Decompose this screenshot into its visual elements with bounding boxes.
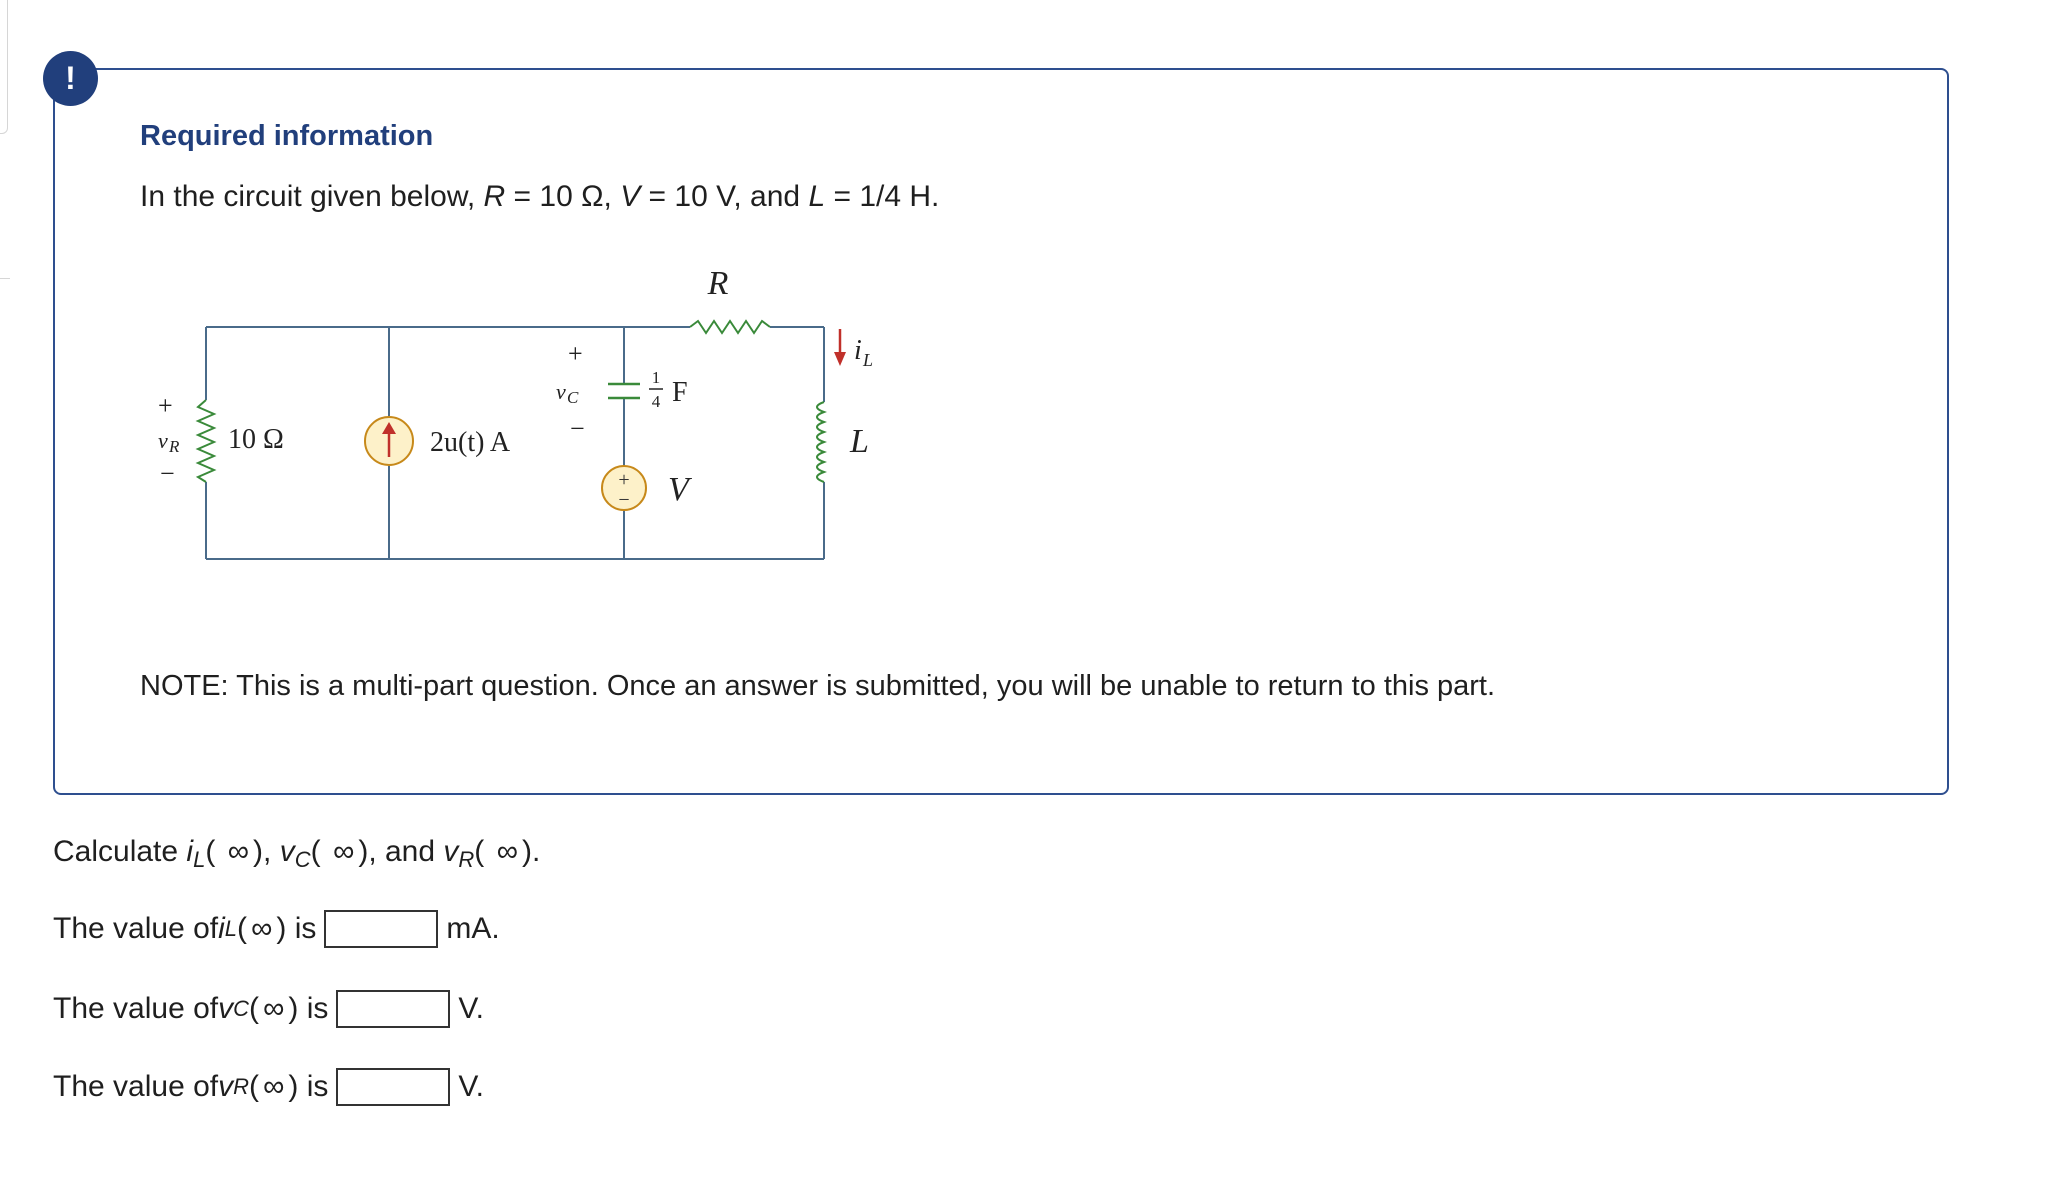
calc-prefix: Calculate bbox=[53, 835, 187, 868]
answer-inf: ∞ bbox=[263, 992, 285, 1025]
intro-r: R bbox=[483, 180, 506, 213]
calc-vr-sub: R bbox=[458, 847, 475, 872]
il-label: i bbox=[854, 335, 862, 366]
intro-text bbox=[140, 180, 939, 214]
intro-l: L bbox=[808, 180, 826, 213]
left-divider bbox=[0, 278, 10, 279]
vr-minus: − bbox=[160, 459, 175, 488]
answer-suffix: ) is bbox=[276, 912, 317, 945]
answer-suffix: ) is bbox=[288, 992, 329, 1025]
resistor-10-symbol bbox=[198, 400, 214, 482]
answer-row-il: The value of i L ( ∞ ) is mA. bbox=[53, 910, 500, 948]
calc-inf-3: ∞ bbox=[496, 835, 518, 868]
answer-row-vc: The value of v C ( ∞ ) is V. bbox=[53, 990, 484, 1028]
calc-inf-1: ∞ bbox=[227, 835, 250, 868]
answer-unit: V. bbox=[458, 1070, 484, 1103]
intro-v: V bbox=[620, 180, 641, 213]
calc-and: , and bbox=[368, 835, 444, 868]
calc-vc-sub: C bbox=[294, 847, 311, 872]
answer-prefix: The value of bbox=[53, 912, 219, 945]
intro-r-val: = 10 Ω, bbox=[505, 180, 621, 213]
alert-icon: ! bbox=[43, 51, 98, 106]
il-sub: L bbox=[863, 350, 874, 370]
answer-prefix: The value of bbox=[53, 1070, 219, 1103]
cap-den: 4 bbox=[651, 392, 661, 411]
vc-answer-input[interactable] bbox=[336, 990, 450, 1028]
source-label: 2u(t) A bbox=[430, 427, 511, 458]
vr-sub: R bbox=[169, 437, 180, 456]
vsource-minus: − bbox=[618, 489, 630, 511]
cap-unit: F bbox=[672, 377, 688, 408]
v-label: V bbox=[668, 471, 689, 508]
vr-label: v bbox=[158, 428, 168, 453]
answer-inf: ∞ bbox=[263, 1070, 285, 1103]
vsource-plus: + bbox=[618, 469, 630, 491]
intro-v-val: = 10 V, and bbox=[640, 180, 809, 213]
vr-plus: + bbox=[158, 391, 173, 420]
vr-answer-input[interactable] bbox=[336, 1068, 450, 1106]
calc-inf-2: ∞ bbox=[332, 835, 355, 868]
answer-sub: C bbox=[233, 996, 249, 1021]
calc-vr: v bbox=[443, 835, 459, 868]
answer-sym: i bbox=[218, 912, 225, 945]
answer-prefix: The value of bbox=[53, 992, 219, 1025]
calc-il-sub: L bbox=[193, 847, 206, 872]
answer-unit: mA. bbox=[446, 912, 500, 945]
note-text: NOTE: This is a multi-part question. Once an answer is submitted, you will be unable to return to this part. bbox=[140, 670, 1496, 702]
answer-sym: v bbox=[218, 992, 234, 1025]
vc-minus: − bbox=[570, 414, 585, 443]
ten-ohm-label: 10 Ω bbox=[228, 424, 284, 455]
r-label: R bbox=[707, 265, 729, 302]
calc-vc: v bbox=[279, 835, 295, 868]
section-title: Required information bbox=[140, 120, 434, 152]
vc-label: v bbox=[556, 379, 566, 404]
answer-unit: V. bbox=[458, 992, 484, 1025]
answer-row-vr: The value of v R ( ∞ ) is V. bbox=[53, 1068, 484, 1106]
l-label: L bbox=[850, 423, 869, 460]
answer-sub: R bbox=[233, 1074, 249, 1099]
circuit-diagram bbox=[150, 252, 890, 572]
vc-sub: C bbox=[567, 388, 579, 407]
calculate-prompt: Calculate $i_L$( ∞ ), $v_C$( ∞ ), and $v_R$( ∞ ). bbox=[53, 835, 541, 872]
il-answer-input[interactable] bbox=[324, 910, 438, 948]
answer-sym: v bbox=[218, 1070, 234, 1103]
il-arrow-icon bbox=[834, 352, 846, 366]
left-tab bbox=[0, 0, 8, 134]
answer-suffix: ) is bbox=[288, 1070, 329, 1103]
answer-inf: ∞ bbox=[251, 912, 273, 945]
answer-sub: L bbox=[224, 916, 238, 941]
intro-prefix: In the circuit given below, bbox=[140, 180, 484, 213]
cap-num: 1 bbox=[651, 368, 661, 387]
calc-il: i bbox=[186, 835, 194, 868]
intro-l-val: = 1/4 H. bbox=[825, 180, 940, 213]
vc-plus: + bbox=[568, 339, 583, 368]
